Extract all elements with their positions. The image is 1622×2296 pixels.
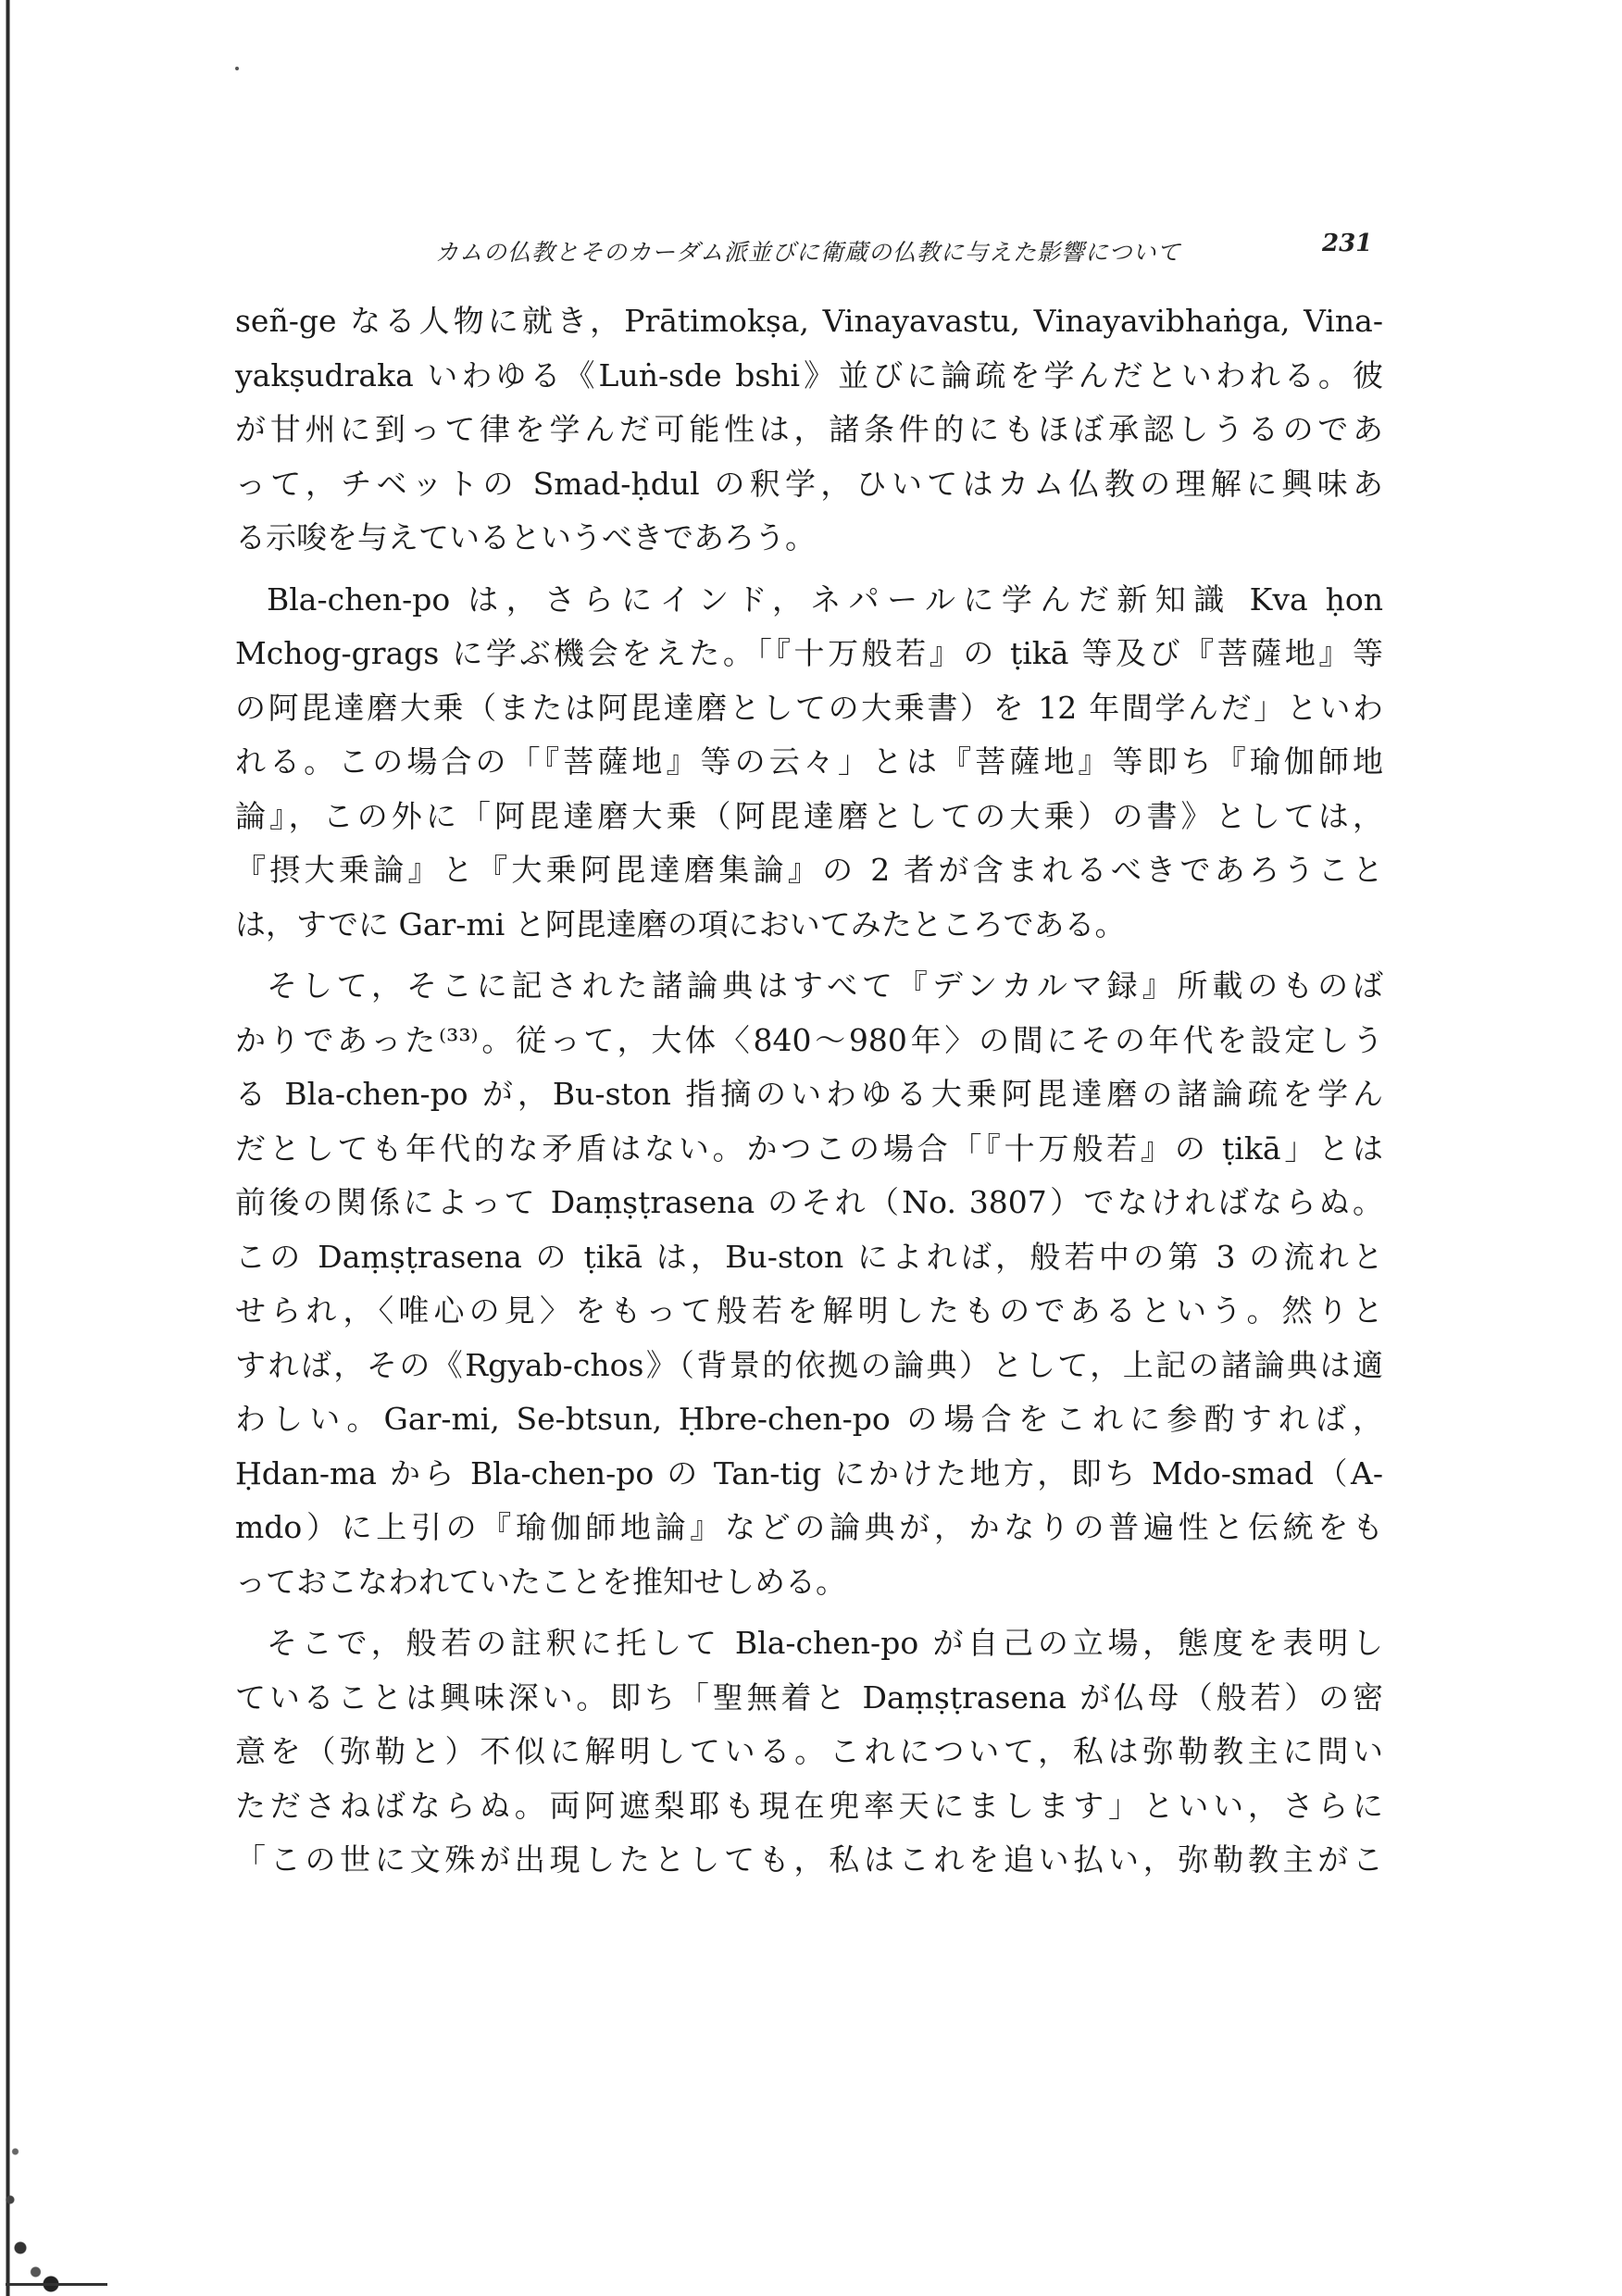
paragraph	[235, 959, 1383, 1609]
paragraph	[235, 1616, 1383, 1888]
text-line: 意を（弥勒と）不似に解明している。これについて，私は弥勒教主に問い	[235, 1733, 1383, 1769]
text-line: mdo）に上引の『瑜伽師地論』などの論典が，かなりの普遍性と伝統をも	[235, 1509, 1383, 1545]
text-line: この Daṃṣṭrasena の ṭikā は，Bu-ston によれば，般若中の第 3 の流れと	[235, 1238, 1383, 1275]
text-line: 「この世に文殊が出現したとしても，私はこれを追い払い，弥勒教主がこ	[235, 1841, 1383, 1878]
text-line: は，すでに Gar-mi と阿毘達磨の項においてみたところである。	[235, 905, 1126, 942]
text-line: 論』，この外に「阿毘達磨大乗（阿毘達磨としての大乗）の書》としては，	[235, 797, 1383, 834]
text-line: Bla-chen-po は，さらにインド，ネパールに学んだ新知識 Kva ḥon	[267, 580, 1383, 618]
text-line: そして，そこに記された諸論典はすべて『デンカルマ録』所載のものば	[267, 967, 1383, 1004]
text-line: の阿毘達磨大乗（または阿毘達磨としての大乗書）を 12 年間学んだ」といわ	[235, 689, 1383, 726]
body-text	[235, 294, 1383, 1888]
paragraph	[235, 294, 1383, 566]
binding-edge	[0, 0, 20, 2296]
text-line: Mchog-grags に学ぶ機会をえた。「『十万般若』の ṭikā 等及び『菩薩地』等	[235, 635, 1383, 671]
text-line: わしい。Gar-mi, Se-btsun, Ḥbre-chen-po の場合をこれに参酌すれば，	[235, 1401, 1383, 1437]
text-line: señ-ge なる人物に就き，Prātimokṣa, Vinayavastu, Vinayavibhaṅga, Vina-	[235, 303, 1383, 339]
text-line: せられ，〈唯心の見〉をもって般若を解明したものであるという。然りと	[235, 1292, 1383, 1329]
scan-artifact-line	[6, 2283, 107, 2286]
text-line: そこで，般若の註釈に托して Bla-chen-po が自己の立場，態度を表明し	[267, 1625, 1383, 1661]
text-line: だとしても年代的な矛盾はない。かつこの場合「『十万般若』の ṭikā」とは	[235, 1129, 1383, 1167]
text-line: っておこなわれていたことを推知せしめる。	[235, 1563, 846, 1600]
text-line: 『摂大乗論』と『大乗阿毘達磨集論』の 2 者が含まれるべきであろうこと	[235, 852, 1383, 888]
text-line: yakṣudraka いわゆる《Luṅ-sde bshi》並びに論疏を学んだといわれる。彼	[235, 356, 1383, 393]
text-line: れる。この場合の「『菩薩地』等の云々」とは『菩薩地』等即ち『瑜伽師地	[235, 743, 1383, 780]
page-number: 231	[1322, 230, 1373, 257]
paragraph	[235, 573, 1383, 953]
text-line: 前後の関係によって Daṃṣṭrasena のそれ（No. 3807）でなければならぬ。	[235, 1184, 1383, 1220]
text-line: ていることは興味深い。即ち「聖無着と Daṃṣṭrasena が仏母（般若）の密	[235, 1678, 1383, 1716]
text-line: る Bla-chen-po が，Bu-ston 指摘のいわゆる大乗阿毘達磨の諸論疏を学ん	[235, 1076, 1383, 1112]
text-line: たださねばならぬ。両阿遮梨耶も現在兜率天にまします」といい，さらに	[235, 1787, 1383, 1824]
text-line: Ḥdan-ma から Bla-chen-po の Tan-tig にかけた地方，即ち Mdo-smad（A-	[235, 1454, 1383, 1491]
text-line: すれば，その《Rgyab-chos》（背景的依拠の論典）として，上記の諸論典は適	[235, 1346, 1383, 1383]
text-line: る示唆を与えているというべきであろう。	[235, 519, 816, 555]
scan-speck	[235, 67, 239, 70]
text-line: って，チベットの Smad-ḥdul の釈学，ひいてはカム仏教の理解に興味あ	[235, 465, 1383, 502]
text-line: が甘州に到って律を学んだ可能性は，諸条件的にもほぼ承認しうるのであ	[235, 411, 1383, 447]
scan-artifact	[0, 2055, 102, 2296]
text-line: かりであった⁽³³⁾。従って，大体〈840～980年〉の間にその年代を設定しう	[235, 1021, 1383, 1058]
running-title: カムの仏教とそのカーダム派並びに衛蔵の仏教に与えた影響について	[435, 239, 1181, 266]
